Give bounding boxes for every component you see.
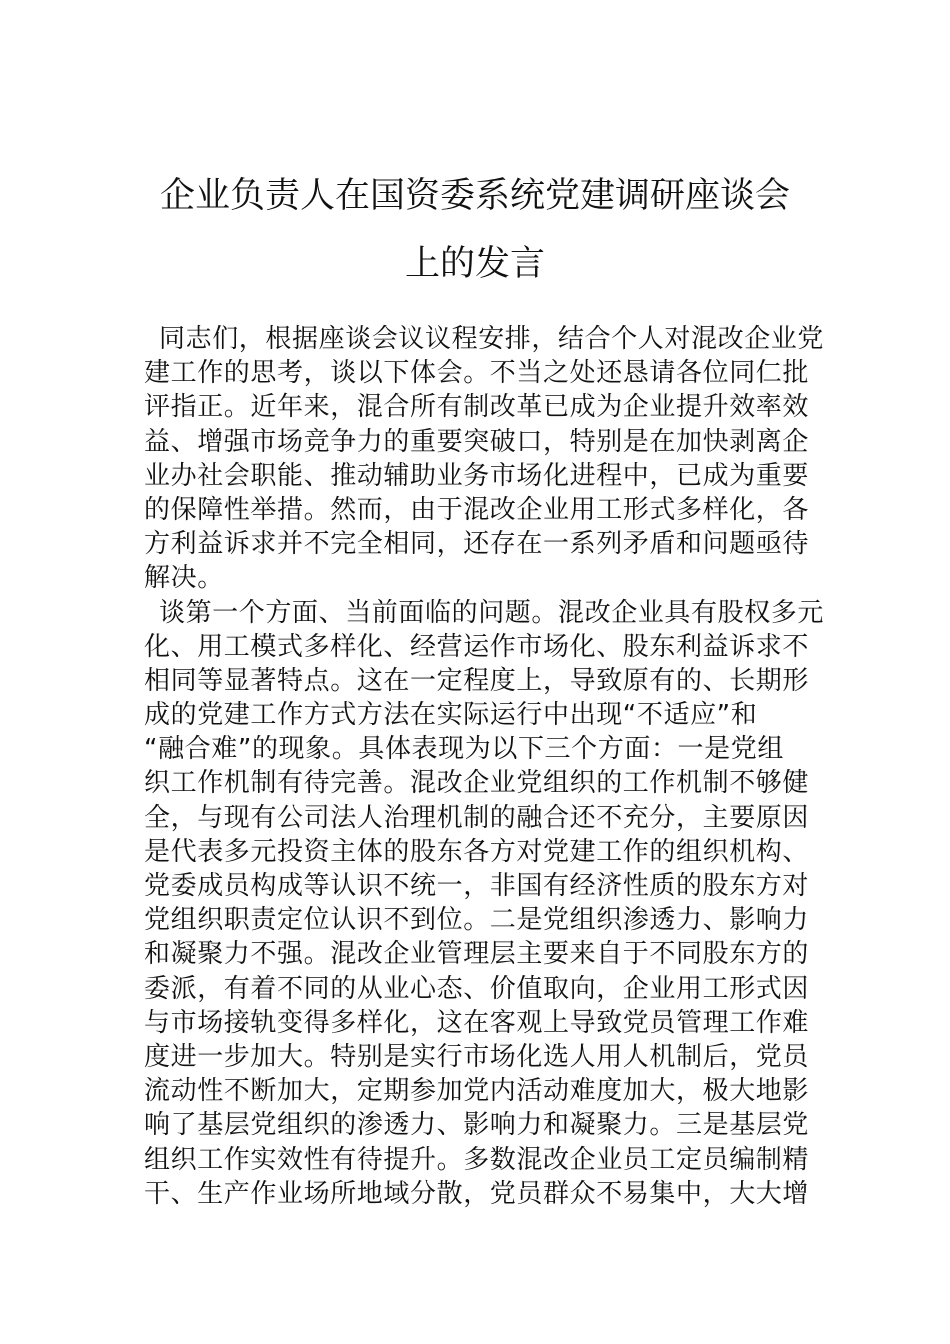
paragraph-line: 同志们，根据座谈会议议程安排，结合个人对混改企业党 (159, 324, 825, 354)
paragraph-line: 织工作机制有待完善。混改企业党组织的工作机制不够健 (144, 768, 810, 799)
paragraph-line: 与市场接轨变得多样化，这在客观上导致党员管理工作难 (144, 1007, 810, 1038)
paragraph-line: 党委成员构成等认识不统一，非国有经济性质的股东方对 (144, 871, 810, 901)
paragraph-line: 组织工作实效性有待提升。多数混改企业员工定员编制精 (144, 1144, 810, 1175)
paragraph-line: 化、用工模式多样化、经营运作市场化、股东利益诉求不 (144, 631, 810, 662)
paragraph-line: 党组织职责定位认识不到位。二是党组织渗透力、影响力 (144, 905, 810, 936)
document-title-line-1: 企业负责人在国资委系统党建调研座谈会 (159, 176, 790, 216)
paragraph-line: 和凝聚力不强。混改企业管理层主要来自于不同股东方的 (144, 939, 810, 970)
paragraph-line: 谈第一个方面、当前面临的问题。混改企业具有股权多元 (159, 597, 825, 628)
paragraph-1 (144, 322, 825, 596)
paragraph-line: 建工作的思考，谈以下体会。不当之处还恳请各位同仁批 (144, 358, 810, 389)
paragraph-line: 响了基层党组织的渗透力、影响力和凝聚力。三是基层党 (144, 1110, 810, 1141)
paragraph-2 (144, 596, 825, 1211)
document-body (144, 322, 825, 1211)
paragraph-line: 益、增强市场竞争力的重要突破口，特别是在加快剥离企 (144, 426, 810, 457)
paragraph-line: 业办社会职能、推动辅助业务市场化进程中，已成为重要 (144, 460, 810, 491)
paragraph-line: “融合难”的现象。具体表现为以下三个方面：一是党组 (144, 734, 784, 765)
paragraph-line: 评指正。近年来，混合所有制改革已成为企业提升效率效 (144, 392, 810, 423)
paragraph-line: 流动性不断加大，定期参加党内活动难度加大，极大地影 (144, 1076, 810, 1107)
paragraph-line: 是代表多元投资主体的股东各方对党建工作的组织机构、 (144, 836, 810, 867)
paragraph-line: 全，与现有公司法人治理机制的融合还不充分，主要原因 (144, 802, 810, 833)
paragraph-line: 解决。 (144, 563, 224, 594)
paragraph-line: 的保障性举措。然而，由于混改企业用工形式多样化，各 (144, 494, 810, 525)
paragraph-line: 方利益诉求并不完全相同，还存在一系列矛盾和问题亟待 (144, 529, 810, 560)
document-title-line-2: 上的发言 (404, 244, 545, 284)
paragraph-line: 干、生产作业场所地域分散，党员群众不易集中，大大增 (144, 1178, 810, 1209)
paragraph-line: 度进一步加大。特别是实行市场化选人用人机制后，党员 (144, 1041, 810, 1072)
paragraph-line: 相同等显著特点。这在一定程度上，导致原有的、长期形 (144, 665, 810, 696)
paragraph-line: 成的党建工作方式方法在实际运行中出现“不适应”和 (144, 700, 758, 731)
paragraph-line: 委派，有着不同的从业心态、价值取向，企业用工形式因 (144, 973, 810, 1004)
